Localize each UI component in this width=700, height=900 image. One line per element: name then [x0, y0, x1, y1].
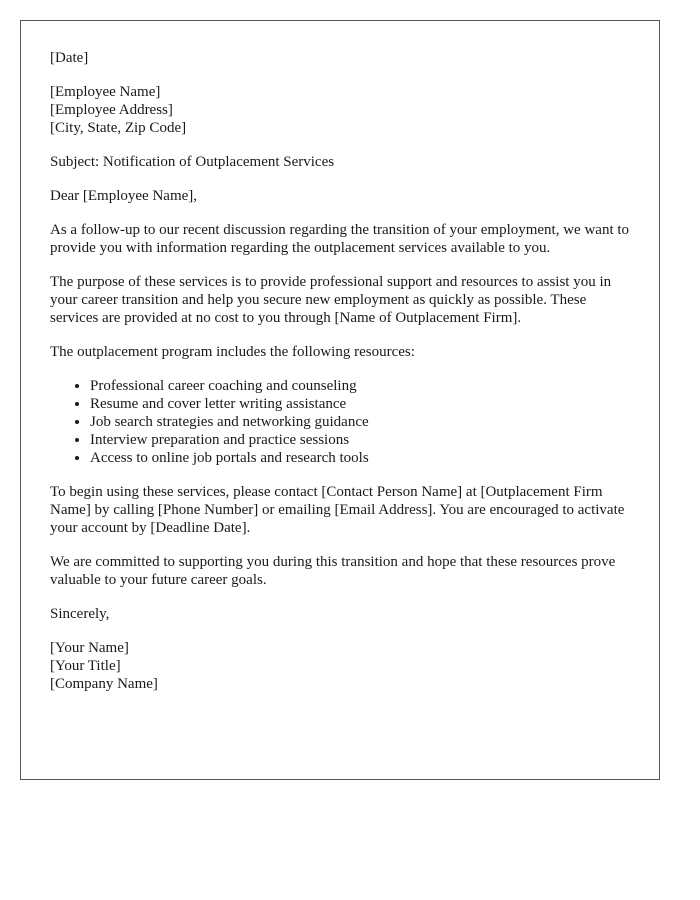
- letter-subject: Subject: Notification of Outplacement Services: [50, 154, 335, 170]
- signature-block: [50, 639, 630, 693]
- letter-salutation: Dear [Employee Name],: [50, 188, 198, 204]
- recipient-name: [Employee Name]: [50, 84, 161, 100]
- paragraph-commitment: We are committed to supporting you during this transition and hope that these resources prove valuable to your future career goals.: [50, 554, 616, 588]
- letter-page: [20, 20, 660, 780]
- resources-list: [50, 377, 630, 467]
- resource-item: • Professional career coaching and counseling: [90, 377, 630, 395]
- resource-item: • Job search strategies and networking guidance: [90, 413, 630, 431]
- paragraph-contact: To begin using these services, please contact [Contact Person Name] at [Outplacement Firm Name] by calling [Phone Number] or emailing [Email Address]. You are encouraged to activate your account by [Deadline Date].: [50, 484, 625, 536]
- recipient-address: [Employee Address]: [50, 102, 173, 118]
- paragraph-purpose: The purpose of these services is to provide professional support and resources to assist you in your career transition and help you secure new employment as quickly as possible. These services are provided at no cost to you through [Name of Outplacement Firm].: [50, 274, 612, 326]
- paragraph-intro: As a follow-up to our recent discussion regarding the transition of your employment, we want to provide you with information regarding the outplacement services available to you.: [50, 222, 630, 256]
- signature-name: [Your Name]: [50, 640, 129, 656]
- signature-company: [Company Name]: [50, 676, 158, 692]
- resource-item: • Resume and cover letter writing assistance: [90, 395, 630, 413]
- paragraph-program-intro: The outplacement program includes the following resources:: [50, 344, 415, 360]
- recipient-block: [50, 83, 630, 137]
- resource-item: • Access to online job portals and research tools: [90, 449, 630, 467]
- letter-closing: Sincerely,: [50, 606, 110, 622]
- recipient-city-state-zip: [City, State, Zip Code]: [50, 120, 187, 136]
- letter-date: [Date]: [50, 50, 89, 66]
- signature-title: [Your Title]: [50, 658, 121, 674]
- resource-item: • Interview preparation and practice sessions: [90, 431, 630, 449]
